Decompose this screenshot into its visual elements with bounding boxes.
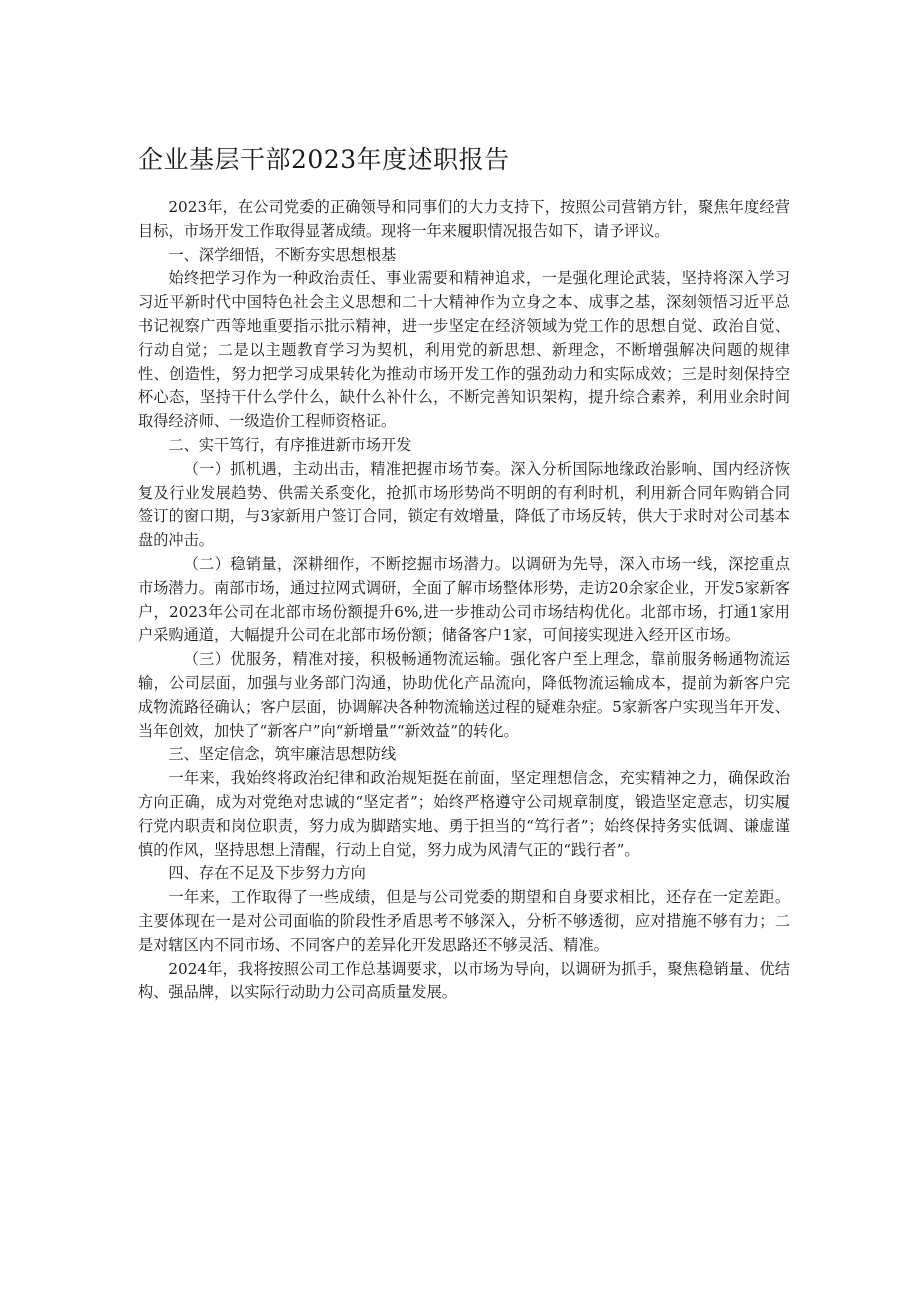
section-4-paragraph: 一年来，工作取得了一些成绩，但是与公司党委的期望和自身要求相比，还存在一定差距。主要体现在一是对公司面临的阶段性矛盾思考不够深入，分析不够透彻，应对措施不够有力；二是对辖区内不同市场、不同客户的差异化开发思路还不够灵活、精准。 — [138, 888, 790, 954]
section-3-paragraph: 一年来，我始终将政治纪律和政治规矩挺在前面，坚定理想信念，充实精神之力，确保政治方向正确，成为对党绝对忠诚的“坚定者”；始终严格遵守公司规章制度，锻造坚定意志，切实履行党内职责和岗位职责，努力成为脚踏实地、勇于担当的“笃行者”；始终保持务实低调、谦虚谨慎的作风，坚持思想上清醒，行动上自觉，努力成为风清气正的“践行者”。 — [138, 769, 790, 859]
section-heading-3: 三、坚定信念，筑牢廉洁思想防线 — [168, 745, 397, 764]
section-2-item-2: （二）稳销量，深耕细作，不断挖掘市场潜力。以调研为先导，深入市场一线，深挖重点市场潜力。南部市场，通过拉网式调研，全面了解市场整体形势，走访20余家企业，开发5家新客户，2023年公司在北部市场份额提升6%,进一步推动公司市场结构优化。北部市场，打通1家用户采购通道，大幅提升公司在北部市场份额；储备客户1家，可间接实现进入经开区市场。 — [138, 554, 790, 645]
section-heading-1: 一、深学细悟，不断夯实思想根基 — [168, 245, 397, 264]
section-2-item-1: （一）抓机遇，主动出击，精准把握市场节奏。深入分析国际地缘政治影响、国内经济恢复及行业发展趋势、供需关系变化，抢抓市场形势尚不明朗的有利时机，利用新合同年购销合同签订的窗口期，与3家新用户签订合同，锁定有效增量，降低了市场反转，供大于求时对公司基本盘的冲击。 — [138, 459, 790, 550]
section-2-item-3: （三）优服务，精准对接，积极畅通物流运输。强化客户至上理念，靠前服务畅通物流运输，公司层面，加强与业务部门沟通，协助优化产品流向，降低物流运输成本，提前为新客户完成物流路径确认；客户层面，协调解决各种物流输送过程的疑难杂症。5家新客户实现当年开发、当年创效，加快了“新客户”向“新增量”“新效益”的转化。 — [138, 650, 790, 740]
document-body — [138, 142, 790, 1005]
section-heading-4: 四、存在不足及下步努力方向 — [168, 864, 366, 883]
section-1-paragraph: 始终把学习作为一种政治责任、事业需要和精神追求，一是强化理论武装，坚持将深入学习习近平新时代中国特色社会主义思想和二十大精神作为立身之本、成事之基，深刻领悟习近平总书记视察广西等地重要指示批示精神，进一步坚定在经济领域为党工作的思想自觉、政治自觉、行动自觉；二是以主题教育学习为契机，利用党的新思想、新理念，不断增强解决问题的规律性、创造性，努力把学习成果转化为推动市场开发工作的强劲动力和实际成效；三是时刻保持空杯心态，坚持干什么学什么，缺什么补什么，不断完善知识架构，提升综合素养，利用业余时间取得经济师、一级造价工程师资格证。 — [138, 269, 790, 431]
section-heading-2: 二、实干笃行，有序推进新市场开发 — [168, 435, 412, 454]
closing-paragraph: 2024年，我将按照公司工作总基调要求，以市场为导向，以调研为抓手，聚焦稳销量、优结构、强品牌，以实际行动助力公司高质量发展。 — [138, 959, 790, 1002]
document-title: 企业基层干部2023年度述职报告 — [138, 145, 510, 174]
intro-paragraph: 2023年，在公司党委的正确领导和同事们的大力支持下，按照公司营销方针，聚焦年度经营目标，市场开发工作取得显著成绩。现将一年来履职情况报告如下，请予评议。 — [138, 198, 790, 240]
